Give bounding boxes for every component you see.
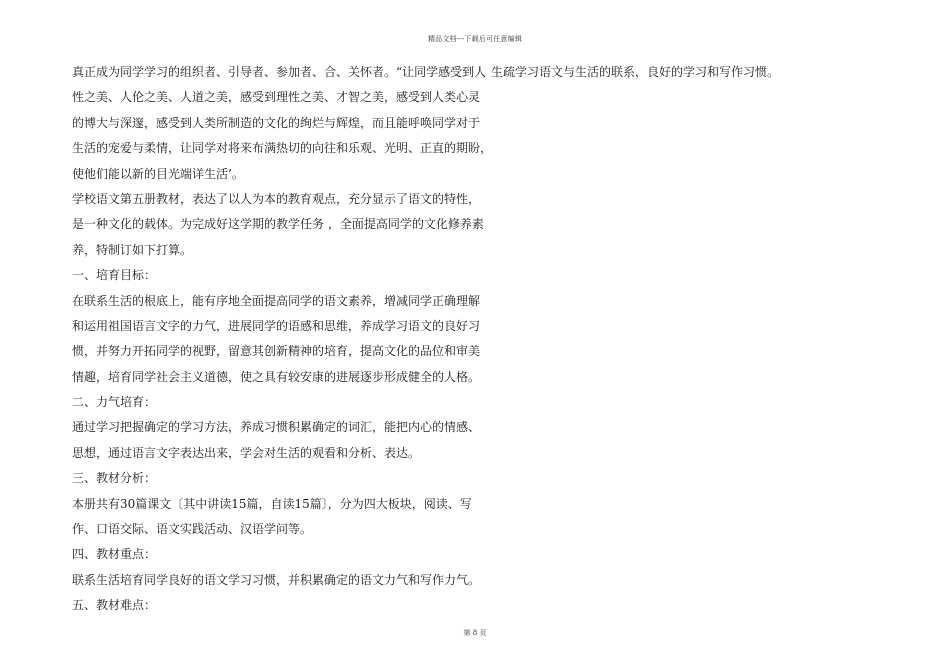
text-line: 联系生活培育同学良好的语文学习习惯，并积累确定的语文力气和写作力气。 bbox=[72, 572, 481, 587]
text-line: 性之美、人伦之美、人道之美，感受到理性之美、才智之美，感受到人类心灵 bbox=[72, 90, 481, 105]
text-line: 的博大与深邃，感受到人类所制造的文化的绚烂与辉煌，而且能呼唤同学对于 bbox=[72, 115, 481, 130]
text-line: 是一种文化的载体。为完成好这学期的教学任务 ，全面提高同学的文化修养素 bbox=[72, 217, 484, 232]
text-line: 真正成为同学学习的组织者、引导者、参加者、合、关怀者。“让同学感受到人 bbox=[72, 65, 487, 79]
section-heading: 四、教材重点： bbox=[72, 547, 157, 562]
text-line: 使他们能以新的目光端详生活’。 bbox=[72, 166, 244, 181]
text-line: 通过学习把握确定的学习方法，养成习惯积累确定的词汇，能把内心的情感、 bbox=[72, 420, 481, 435]
section-heading: 五、教材难点： bbox=[72, 598, 157, 613]
page-number: 第 8 页 bbox=[463, 629, 487, 637]
section-heading: 一、培育目标： bbox=[72, 268, 157, 283]
text-line: 本册共有30篇课文〔其中讲读15篇，自读15篇〕，分为四大板块，阅读、写 bbox=[72, 496, 472, 511]
text-line: 生疏学习语文与生活的联系，良好的学习和写作习惯。 bbox=[491, 65, 780, 79]
text-line: 作、口语交际、语文实践活动、汉语学问等。 bbox=[72, 522, 313, 537]
text-line: 思想，通过语言文字表达出来，学会对生活的观看和分析、表达。 bbox=[72, 445, 421, 460]
text-line: 情趣，培育同学社会主义道德，使之具有较安康的进展逐步形成健全的人格。 bbox=[72, 369, 481, 384]
section-heading: 二、力气培育： bbox=[72, 395, 157, 410]
text-line: 生活的宠爱与柔情，让同学对将来布满热切的向往和乐观、光明、正直的期盼， bbox=[72, 141, 493, 156]
section-heading: 三、教材分析： bbox=[72, 471, 157, 486]
text-line: 在联系生活的根底上，能有序地全面提高同学的语文素养，增减同学正确理解 bbox=[72, 293, 481, 308]
left-column bbox=[72, 60, 493, 619]
text-line: 学校语文第五册教材，表达了以人为本的教育观点，充分显示了语文的特性， bbox=[72, 191, 481, 206]
text-line: 养，特制订如下打算。 bbox=[72, 242, 193, 257]
right-column bbox=[491, 60, 891, 85]
page-header: 精品文档---下载后可任意编辑 bbox=[427, 35, 523, 43]
text-line: 惯，并努力开拓同学的视野，留意其创新精神的培育，提高文化的品位和审美 bbox=[72, 344, 481, 359]
text-line: 和运用祖国语言文字的力气，进展同学的语感和思维，养成学习语文的良好习 bbox=[72, 318, 481, 333]
